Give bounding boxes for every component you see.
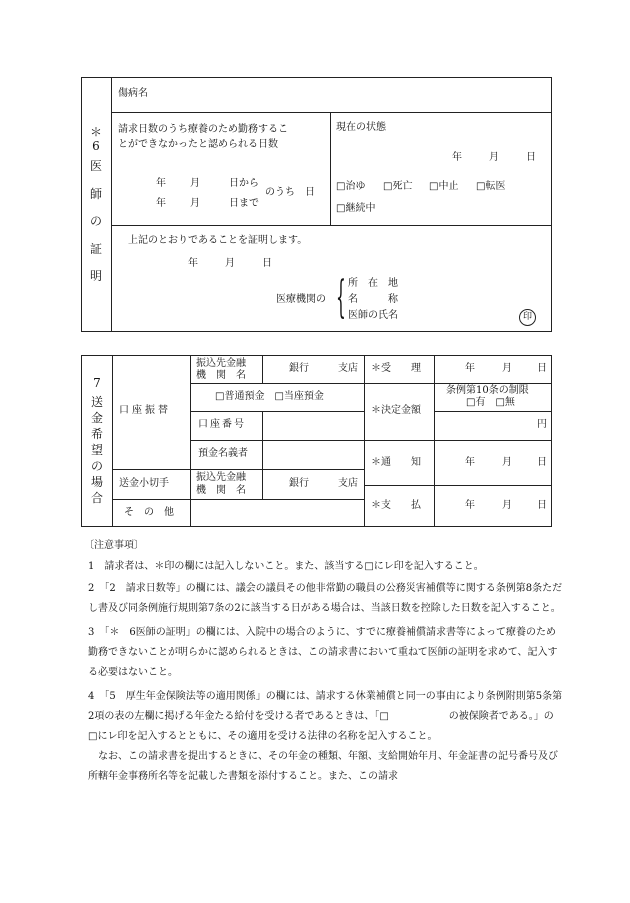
s6-left-border bbox=[81, 77, 82, 331]
postal-bank-name-label-1: 振込先金融 bbox=[196, 472, 246, 483]
injury-name-label: 傷病名 bbox=[118, 88, 148, 99]
branch-suffix: 支店 bbox=[338, 363, 358, 374]
s7-label-char: 希 bbox=[90, 427, 103, 441]
account-number-label: 口座番号 bbox=[198, 419, 246, 430]
bank-name-label-1: 振込先金融 bbox=[196, 358, 246, 369]
from-day: 日から bbox=[229, 178, 259, 189]
status-month: 月 bbox=[489, 152, 499, 163]
s7-h3 bbox=[190, 440, 364, 441]
s7-r-h2 bbox=[434, 411, 552, 412]
s6-col-separator bbox=[111, 77, 112, 331]
s7-label-char: 合 bbox=[90, 491, 103, 505]
s6-label-char: 6 bbox=[92, 139, 100, 153]
status-label: 現在の状態 bbox=[336, 122, 386, 133]
yen-unit: 円 bbox=[537, 419, 547, 430]
s6-label-char: 明 bbox=[89, 269, 102, 283]
institution-address: 所 在 地 bbox=[348, 278, 398, 289]
s7-vertical-label bbox=[83, 377, 111, 508]
s7-top-border bbox=[81, 355, 552, 356]
note-item-3: 3 「＊ 6医師の証明」の欄には、入院中の場合のように、すでに療養補償請求書等によって療養のため勤務できないことが明らかに認められるときは、この請求書において重ねて医師の証明を求めて、記入する必要はないこと。 bbox=[88, 627, 558, 678]
s6-bottom-border bbox=[81, 331, 552, 332]
to-day: 日まで bbox=[229, 198, 259, 209]
bank-name-label-2: 機 関 名 bbox=[196, 370, 246, 381]
s6-label-char: 師 bbox=[89, 187, 102, 201]
receipt-label: ＊受 理 bbox=[371, 363, 421, 374]
s7-h1 bbox=[190, 383, 364, 384]
s6-vertical-label bbox=[83, 126, 109, 290]
s7-h4 bbox=[112, 469, 364, 470]
s7-h2 bbox=[190, 411, 364, 412]
s7-h5 bbox=[112, 499, 364, 500]
institution-label: 医療機関の bbox=[276, 294, 326, 305]
brace-icon: { bbox=[336, 272, 346, 323]
notice-label: ＊通 知 bbox=[371, 457, 421, 468]
limit-line1: 条例第10条の制限 bbox=[446, 385, 529, 396]
s6-label-char: の bbox=[89, 214, 102, 228]
payment-label: ＊支 払 bbox=[371, 500, 421, 511]
to-month: 月 bbox=[190, 198, 200, 209]
s7-r-h4 bbox=[364, 485, 552, 486]
s7-label-char: 7 bbox=[93, 376, 101, 390]
status-died[interactable]: □死亡 bbox=[383, 181, 413, 192]
payment-month: 月 bbox=[502, 500, 512, 511]
status-continuing[interactable]: □継続中 bbox=[336, 203, 376, 214]
other-label: そ の 他 bbox=[124, 507, 174, 518]
s7-label-char: 送 bbox=[90, 395, 103, 409]
s6-label-char: ＊ bbox=[89, 125, 102, 139]
receipt-year: 年 bbox=[465, 363, 475, 374]
s7-col3c bbox=[262, 469, 263, 499]
status-year: 年 bbox=[452, 152, 462, 163]
s6-right-border bbox=[551, 77, 552, 331]
notice-year: 年 bbox=[465, 457, 475, 468]
status-stopped[interactable]: □中止 bbox=[429, 181, 459, 192]
notes-list bbox=[88, 557, 563, 787]
s6-row2-divider bbox=[111, 225, 552, 226]
notice-month: 月 bbox=[502, 457, 512, 468]
status-transferred[interactable]: □転医 bbox=[476, 181, 506, 192]
postal-bank-name-label-2: 機 関 名 bbox=[196, 485, 246, 496]
bank-suffix: 銀行 bbox=[289, 363, 309, 374]
doctor-name-label: 医師の氏名 bbox=[348, 310, 398, 321]
days-label-line2: とができなかったと認められる日数 bbox=[118, 139, 278, 150]
s6-label-char: 医 bbox=[89, 159, 102, 173]
bank-transfer-label: 口座振替 bbox=[119, 405, 171, 416]
status-cured[interactable]: □治ゆ bbox=[336, 181, 366, 192]
s6-top-border bbox=[81, 77, 552, 78]
receipt-day: 日 bbox=[537, 363, 547, 374]
s6-row1-divider bbox=[111, 112, 552, 113]
s7-col1 bbox=[112, 355, 113, 526]
note-item-4: 4 「5 厚生年金保険法等の適用関係」の欄には、請求する休業補償と同一の事由により条例附則第5条第2項の表の左欄に掲げる年金たる給付を受ける者であるときは、「□ の被保険者である。」の□にレ印を記入するとともに、その適用を受ける法律の名称を記入すること。 bbox=[88, 691, 563, 742]
postal-order-label: 送金小切手 bbox=[119, 478, 169, 489]
s7-label-char: 場 bbox=[90, 475, 103, 489]
s7-label-char: の bbox=[90, 459, 103, 473]
s7-left-border bbox=[81, 355, 82, 526]
s7-r-h1 bbox=[364, 383, 552, 384]
from-month: 月 bbox=[190, 178, 200, 189]
account-holder-label: 預金名義者 bbox=[198, 448, 248, 459]
seal-icon: 印 bbox=[519, 309, 536, 326]
institution-name: 名 称 bbox=[348, 294, 398, 305]
s6-label-char: 証 bbox=[89, 242, 102, 256]
days-label-line1: 請求日数のうち療養のため勤務するこ bbox=[118, 124, 288, 135]
s7-label-char: 金 bbox=[90, 411, 103, 425]
notes-header: 〔注意事項〕 bbox=[84, 540, 144, 551]
certify-month: 月 bbox=[225, 258, 235, 269]
postal-bank-suffix: 銀行 bbox=[289, 478, 309, 489]
of-which-days: のうち 日 bbox=[265, 187, 315, 198]
postal-branch-suffix: 支店 bbox=[338, 478, 358, 489]
certify-text: 上記のとおりであることを証明します。 bbox=[128, 235, 308, 246]
payment-day: 日 bbox=[537, 500, 547, 511]
notice-day: 日 bbox=[537, 457, 547, 468]
payment-year: 年 bbox=[465, 500, 475, 511]
decision-label: ＊決定金額 bbox=[371, 405, 421, 416]
s7-bottom-border bbox=[81, 526, 552, 527]
s7-col3a bbox=[262, 355, 263, 383]
s7-label-char: 望 bbox=[90, 443, 103, 457]
note-item-5: なお、この請求書を提出するときに、その年金の種類、年額、支給開始年月、年金証書の記号番号及び所轄年金事務所名等を記載した書類を添付すること。また、この請求 bbox=[88, 751, 558, 782]
s6-status-divider bbox=[330, 112, 331, 225]
receipt-month: 月 bbox=[502, 363, 512, 374]
certify-year: 年 bbox=[188, 258, 198, 269]
note-item-1: 1 請求者は、＊印の欄には記入しないこと。また、該当する□にレ印を記入すること。 bbox=[88, 561, 484, 572]
note-item-2: 2 「2 請求日数等」の欄には、議会の議員その他非常勤の職員の公務災害補償等に関する条例第8条ただし書及び同条例施行規則第7条の2に該当する日がある場合は、当該日数を控除した日数を記入すること。 bbox=[88, 583, 563, 614]
from-year: 年 bbox=[156, 178, 166, 189]
status-day: 日 bbox=[526, 152, 536, 163]
deposit-types[interactable]: □普通預金 □当座預金 bbox=[215, 391, 324, 402]
limit-line2[interactable]: □有 □無 bbox=[466, 397, 515, 408]
to-year: 年 bbox=[156, 198, 166, 209]
certify-day: 日 bbox=[262, 258, 272, 269]
s7-r-h3 bbox=[364, 440, 552, 441]
